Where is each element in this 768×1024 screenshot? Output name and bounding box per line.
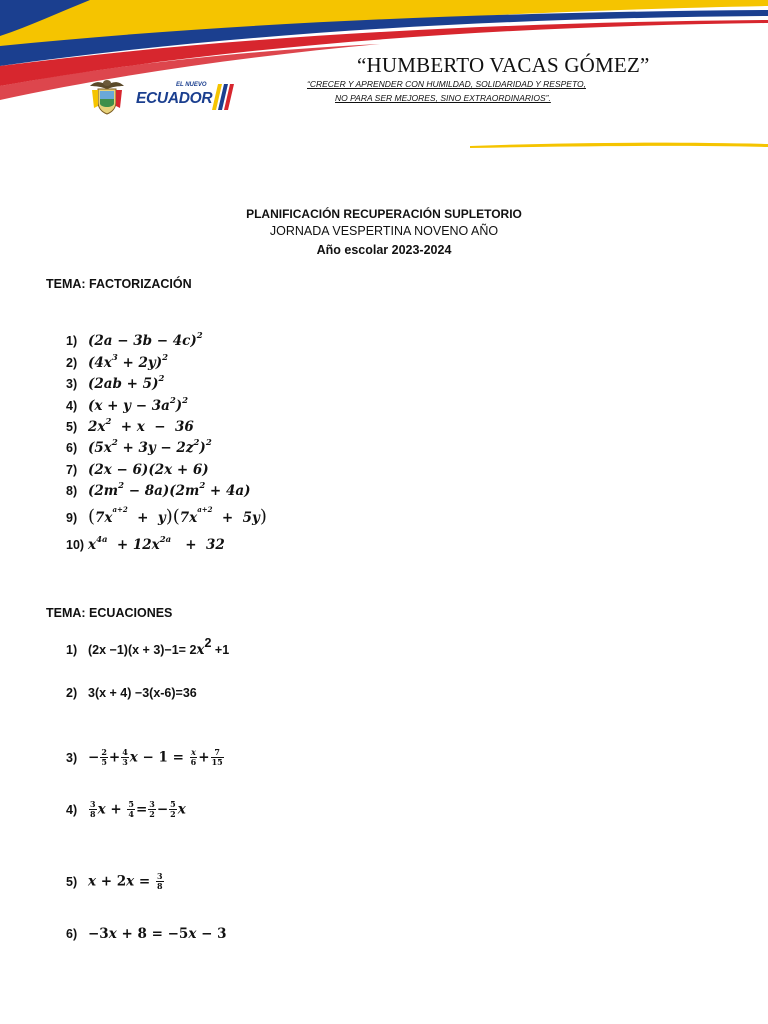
document-title: PLANIFICACIÓN RECUPERACIÓN SUPLETORIO	[246, 207, 522, 221]
factorization-exercise-3: 3) $(2ab + 5)^2$	[66, 374, 165, 392]
school-year: Año escolar 2023-2024	[316, 243, 452, 257]
factorization-exercise-1: 1) $(2a - 3b - 4c)^2$	[66, 331, 203, 349]
section-title-ecuaciones: TEMA: ECUACIONES	[46, 606, 173, 620]
equation-exercise-2: 2) 3(x + 4) −3(x-6)=36	[66, 686, 197, 700]
ecuador-crest-icon	[88, 76, 126, 116]
section-title-factorizacion: TEMA: FACTORIZACIÓN	[46, 277, 192, 291]
factorization-exercise-9: 9) $(7x^{a+2} + y)(7x^{a+2} + 5y)$	[66, 505, 267, 527]
factorization-exercise-4: 4) $(x + y - 3a^2)^2$	[66, 396, 189, 414]
school-motto-line-1: “CRECER Y APRENDER CON HUMILDAD, SOLIDARIDAD Y RESPETO,	[307, 79, 586, 89]
factorization-exercise-5: 5) $2x^2 + x - 36$	[66, 417, 194, 435]
school-motto-line-2: NO PARA SER MEJORES, SINO EXTRAORDINARIOS”.	[335, 93, 551, 103]
brand-tagline: EL NUEVO	[176, 82, 207, 88]
equation-exercise-5: 5) x + 2x = $\frac{3}{8}$	[66, 871, 163, 891]
equation-exercise-3: 3) − $\frac{2}{5}$ + $\frac{4}{3}$ x − 1 = $\frac{x}{6}$ + $\frac{7}{15}$	[66, 747, 223, 767]
factorization-exercise-10: 10) $x^{4a} + 12x^{2a} + 32$	[66, 535, 225, 553]
document-subtitle: JORNADA VESPERTINA NOVENO AÑO	[269, 224, 499, 238]
brand-logo-text: ECUADOR	[136, 90, 213, 107]
factorization-exercise-2: 2) $(4x^3 + 2y)^2$	[66, 353, 169, 371]
equation-exercise-1: 1) $(2x -1)(x + 3)-1= 2x^2 +1$	[66, 636, 230, 658]
factorization-exercise-6: 6) $(5x^2 + 3y - 2z^2)^2$	[66, 438, 212, 456]
equation-exercise-4: 4) $\frac{3}{8}$ x + $\frac{5}{4}$ = $\frac{3}{2}$ − $\frac{5}{2}$ x	[66, 799, 186, 819]
school-name: “HUMBERTO VACAS GÓMEZ”	[357, 53, 650, 77]
equation-exercise-6: 6) −3x + 8 = −5x − 3	[66, 926, 227, 942]
brand-stripes-icon	[212, 84, 236, 110]
factorization-exercise-7: 7) (2x − 6)(2x + 6)	[66, 462, 209, 478]
factorization-exercise-8: 8) $(2m^2 - 8a)(2m^2 + 4a)$	[66, 481, 251, 499]
